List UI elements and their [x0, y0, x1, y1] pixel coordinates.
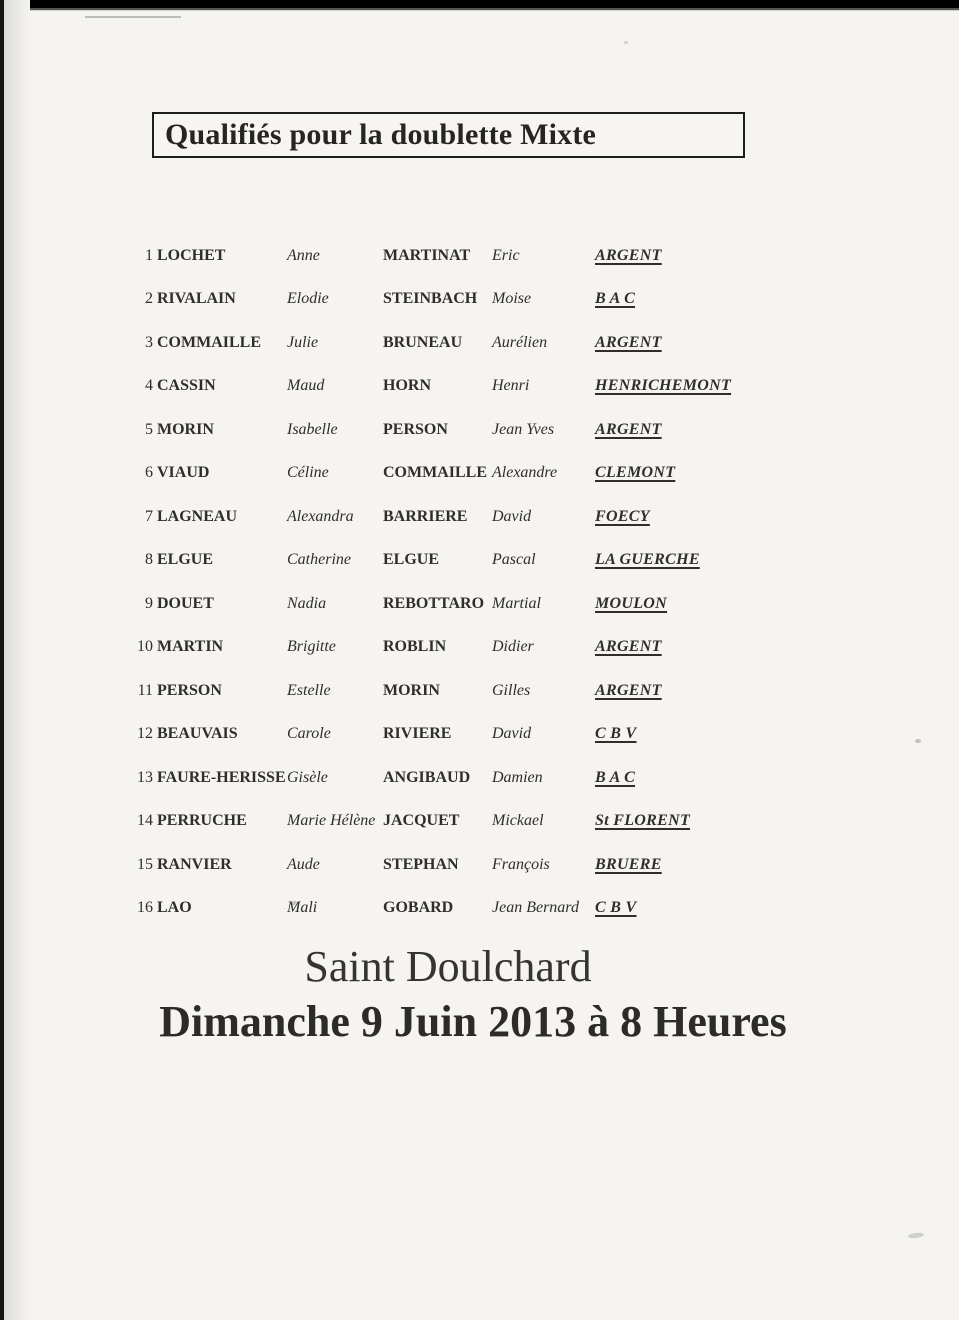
scan-speck — [908, 1232, 925, 1239]
woman-first-name: Carole — [287, 725, 331, 743]
man-first-name: David — [492, 507, 532, 525]
woman-last-name: CASSIN — [157, 377, 216, 395]
row-number: 6 — [145, 464, 153, 482]
man-first-name: François — [492, 855, 550, 873]
scanner-edge-top — [0, 0, 959, 11]
table-row — [133, 365, 773, 409]
man-last-name: BRUNEAU — [383, 333, 463, 351]
man-first-name: Damien — [492, 768, 543, 786]
club-name: ARGENT — [595, 638, 662, 656]
club-name: BRUERE — [595, 855, 662, 873]
man-first-name: Eric — [492, 246, 520, 264]
table-row — [133, 234, 773, 278]
man-last-name: ANGIBAUD — [383, 768, 471, 786]
table-row — [133, 321, 773, 365]
woman-last-name: LAGNEAU — [157, 507, 238, 525]
woman-first-name: Julie — [287, 333, 319, 351]
club-name: C B V — [595, 899, 637, 917]
row-number: 8 — [145, 551, 153, 569]
woman-last-name: MORIN — [157, 420, 214, 438]
table-row — [133, 800, 773, 844]
table-row — [133, 539, 773, 583]
row-number: 4 — [145, 377, 153, 395]
woman-first-name: Elodie — [287, 290, 329, 308]
row-number: 14 — [137, 812, 153, 830]
row-number: 16 — [137, 899, 153, 917]
man-first-name: David — [492, 725, 532, 743]
man-first-name: Alexandre — [492, 464, 558, 482]
man-last-name: HORN — [383, 377, 431, 395]
woman-last-name: FAURE-HERISSE — [157, 768, 286, 786]
table-row — [133, 669, 773, 713]
qualifiers-table — [133, 234, 773, 930]
man-last-name: PERSON — [383, 420, 448, 438]
row-number: 7 — [145, 507, 153, 525]
table-row — [133, 452, 773, 496]
man-last-name: COMMAILLE — [383, 464, 487, 482]
woman-first-name: Mali — [287, 899, 318, 917]
table-row — [133, 887, 773, 931]
club-name: LA GUERCHE — [595, 551, 700, 569]
man-last-name: MORIN — [383, 681, 440, 699]
table-row — [133, 582, 773, 626]
table-row — [133, 713, 773, 757]
woman-last-name: VIAUD — [157, 464, 210, 482]
man-last-name: ROBLIN — [383, 638, 447, 656]
woman-last-name: PERRUCHE — [157, 812, 247, 830]
woman-last-name: MARTIN — [157, 638, 224, 656]
row-number: 9 — [145, 594, 153, 612]
woman-last-name: LAO — [157, 899, 192, 917]
woman-first-name: Alexandra — [287, 507, 354, 525]
woman-last-name: LOCHET — [157, 246, 226, 264]
table-row — [133, 278, 773, 322]
club-name: ARGENT — [595, 420, 662, 438]
club-name: CLEMONT — [595, 464, 676, 482]
woman-last-name: PERSON — [157, 681, 222, 699]
row-number: 2 — [145, 290, 153, 308]
woman-last-name: ELGUE — [157, 551, 214, 569]
row-number: 1 — [145, 246, 153, 264]
row-number: 13 — [137, 768, 153, 786]
row-number: 11 — [137, 681, 153, 699]
club-name: FOECY — [595, 507, 650, 525]
man-first-name: Martial — [492, 594, 541, 612]
page-edge-shadow — [4, 0, 30, 1320]
woman-last-name: COMMAILLE — [157, 333, 261, 351]
row-number: 5 — [145, 420, 153, 438]
man-first-name: Moise — [492, 290, 532, 308]
club-name: ARGENT — [595, 333, 662, 351]
scan-speck — [624, 41, 628, 44]
woman-first-name: Maud — [287, 377, 325, 395]
woman-first-name: Céline — [287, 464, 329, 482]
scan-artifact-line — [85, 16, 181, 18]
table-row — [133, 756, 773, 800]
man-first-name: Pascal — [492, 551, 536, 569]
row-number: 10 — [137, 638, 153, 656]
row-number: 15 — [137, 855, 153, 873]
man-first-name: Jean Bernard — [492, 899, 579, 917]
page-title: Qualifiés pour la doublette Mixte — [165, 118, 597, 151]
woman-first-name: Brigitte — [287, 638, 336, 656]
woman-first-name: Aude — [287, 855, 320, 873]
woman-first-name: Nadia — [287, 594, 327, 612]
man-first-name: Didier — [492, 638, 534, 656]
table-row — [133, 408, 773, 452]
table-row — [133, 843, 773, 887]
club-name: ARGENT — [595, 246, 662, 264]
man-first-name: Mickael — [492, 812, 544, 830]
table-row — [133, 626, 773, 670]
man-last-name: STEPHAN — [383, 855, 459, 873]
woman-first-name: Estelle — [287, 681, 331, 699]
woman-first-name: Catherine — [287, 551, 351, 569]
club-name: HENRICHEMONT — [595, 377, 732, 395]
woman-first-name: Gisèle — [287, 768, 328, 786]
man-first-name: Jean Yves — [492, 420, 555, 438]
club-name: C B V — [595, 725, 637, 743]
man-last-name: BARRIERE — [383, 507, 468, 525]
man-last-name: STEINBACH — [383, 290, 478, 308]
club-name: St FLORENT — [595, 812, 691, 830]
event-datetime: Dimanche 9 Juin 2013 à 8 Heures — [159, 997, 787, 1046]
man-last-name: JACQUET — [383, 812, 460, 830]
club-name: B A C — [595, 768, 636, 786]
woman-last-name: RANVIER — [157, 855, 232, 873]
title-box — [152, 112, 745, 158]
man-last-name: ELGUE — [383, 551, 440, 569]
scan-speck — [915, 739, 921, 743]
man-last-name: GOBARD — [383, 899, 454, 917]
woman-last-name: BEAUVAIS — [157, 725, 238, 743]
man-last-name: MARTINAT — [383, 246, 471, 264]
man-first-name: Gilles — [492, 681, 531, 699]
man-last-name: RIVIERE — [383, 725, 452, 743]
woman-last-name: DOUET — [157, 594, 214, 612]
row-number: 3 — [145, 333, 153, 351]
club-name: ARGENT — [595, 681, 662, 699]
woman-last-name: RIVALAIN — [157, 290, 236, 308]
row-number: 12 — [137, 725, 153, 743]
event-location: Saint Doulchard — [304, 942, 592, 991]
club-name: B A C — [595, 290, 636, 308]
man-last-name: REBOTTARO — [383, 594, 485, 612]
table-row — [133, 495, 773, 539]
man-first-name: Aurélien — [492, 333, 548, 351]
woman-first-name: Marie Hélène — [287, 812, 376, 830]
man-first-name: Henri — [492, 377, 530, 395]
club-name: MOULON — [595, 594, 668, 612]
woman-first-name: Isabelle — [287, 420, 338, 438]
woman-first-name: Anne — [287, 246, 320, 264]
